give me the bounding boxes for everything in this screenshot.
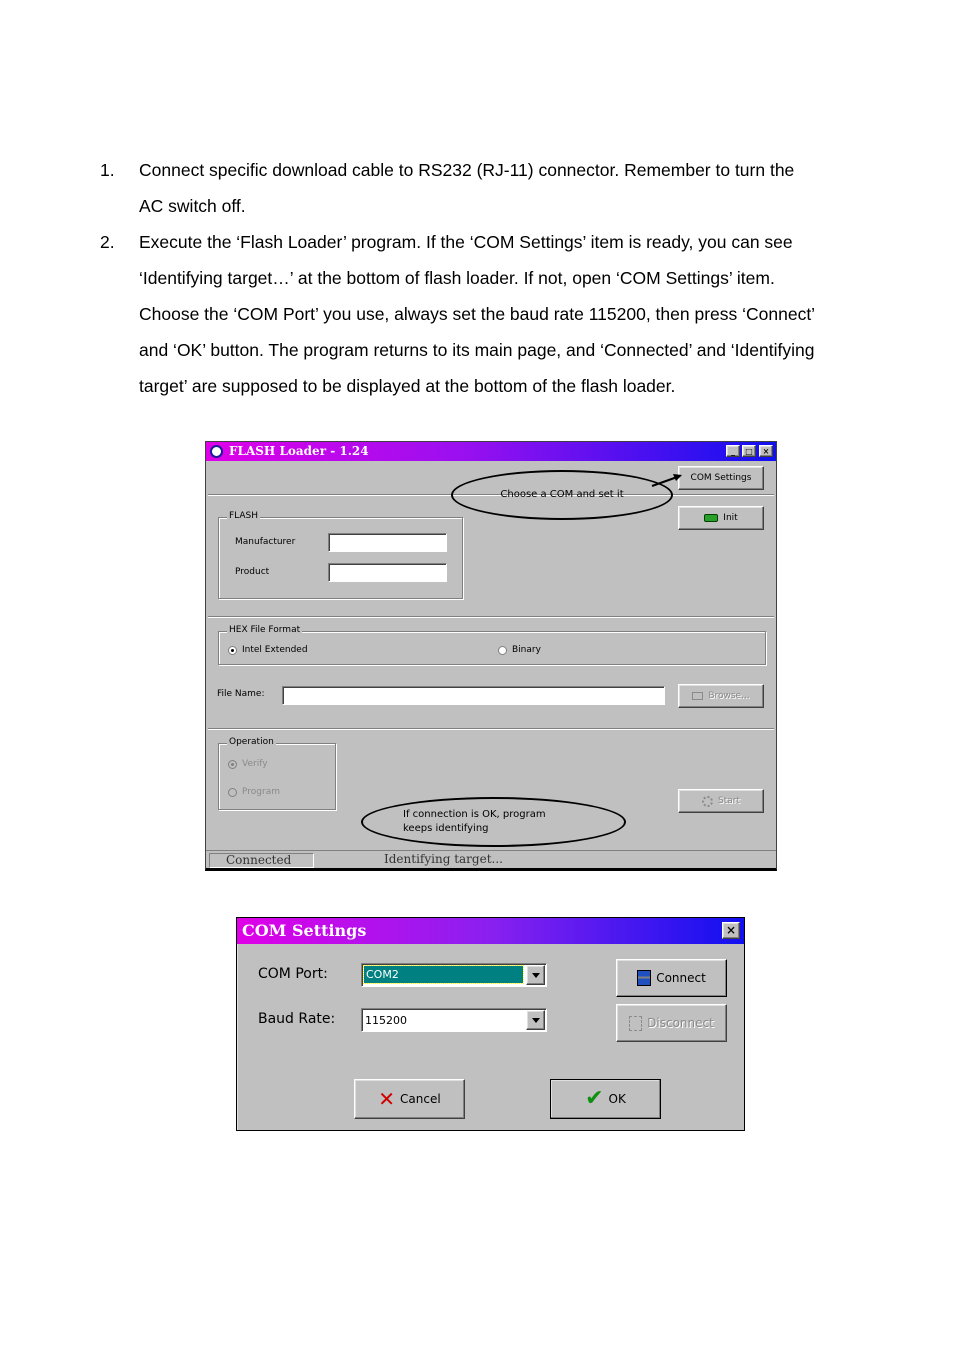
separator <box>208 616 774 618</box>
radio-binary-label: Binary <box>512 645 541 655</box>
step-number: 1. <box>100 160 115 180</box>
init-label: Init <box>723 513 738 523</box>
step-1 <box>100 152 900 224</box>
product-field[interactable] <box>328 563 447 582</box>
start-button[interactable] <box>678 789 764 813</box>
browse-label: Browse... <box>708 691 750 701</box>
operation-group <box>218 737 336 810</box>
baud-rate-value: 115200 <box>365 1014 407 1027</box>
chevron-down-icon[interactable] <box>526 965 545 985</box>
callout-line: keeps identifying <box>403 823 489 834</box>
radio-verify-label: Verify <box>242 759 268 769</box>
init-icon <box>704 514 718 522</box>
step-text-line: AC switch off. <box>139 196 246 216</box>
radio-intel-label: Intel Extended <box>242 645 308 655</box>
gear-icon <box>702 796 713 807</box>
step-text-line: target’ are supposed to be displayed at the bottom of the flash loader. <box>139 376 676 396</box>
radio-intel-extended[interactable] <box>228 645 308 655</box>
connect-icon <box>637 970 651 986</box>
status-identifying: Identifying target... <box>384 852 503 866</box>
callout-line: If connection is OK, program <box>403 809 546 820</box>
hex-format-group <box>218 625 766 665</box>
status-connected: Connected <box>226 853 292 867</box>
cancel-label: Cancel <box>400 1092 441 1106</box>
step-text-line: ‘Identifying target…’ at the bottom of flash loader. If not, open ‘COM Settings’ item. <box>139 268 775 288</box>
instruction-list <box>100 152 900 404</box>
com-port-value: COM2 <box>364 966 523 983</box>
checkmark-icon: ✔ <box>585 1086 604 1111</box>
cancel-button[interactable] <box>354 1079 465 1119</box>
product-label: Product <box>235 567 270 577</box>
com-settings-button[interactable] <box>678 466 764 490</box>
flash-loader-window <box>205 441 777 871</box>
step-text-line: Choose the ‘COM Port’ you use, always set the baud rate 115200, then press ‘Connect’ <box>139 304 816 324</box>
flash-group-label: FLASH <box>229 511 259 521</box>
radio-dot <box>228 788 237 797</box>
radio-binary[interactable] <box>498 645 541 655</box>
com-port-label: COM Port: <box>258 966 328 982</box>
disconnect-button[interactable] <box>616 1004 727 1042</box>
radio-verify[interactable] <box>228 759 268 769</box>
file-name-label: File Name: <box>217 689 265 699</box>
com-settings-label: COM Settings <box>690 473 752 483</box>
disconnect-icon <box>629 1016 642 1031</box>
app-icon <box>210 445 223 458</box>
close-icon[interactable]: × <box>759 445 773 457</box>
step-text-line: Connect specific download cable to RS232 (RJ-11) connector. Remember to turn the <box>139 160 795 180</box>
ok-button[interactable] <box>550 1079 661 1119</box>
radio-dot <box>228 646 237 655</box>
flash-loader-titlebar <box>206 442 776 461</box>
callout-identifying <box>361 797 626 847</box>
step-text-line: Execute the ‘Flash Loader’ program. If the ‘COM Settings’ item is ready, you can see <box>139 232 793 252</box>
step-2 <box>100 224 900 404</box>
connect-label: Connect <box>656 971 706 985</box>
com-settings-titlebar <box>237 918 744 944</box>
minimize-icon[interactable]: _ <box>726 445 740 457</box>
chevron-down-icon[interactable] <box>526 1010 545 1030</box>
step-text-line: and ‘OK’ button. The program returns to its main page, and ‘Connected’ and ‘Identifying <box>139 340 815 360</box>
manufacturer-label: Manufacturer <box>235 537 296 547</box>
dialog-title: COM Settings <box>242 921 367 940</box>
radio-program-label: Program <box>242 787 280 797</box>
com-settings-dialog <box>236 917 745 1131</box>
radio-program[interactable] <box>228 787 280 797</box>
status-pane-connection <box>209 853 314 868</box>
ok-label: OK <box>608 1092 626 1106</box>
folder-icon <box>692 692 703 700</box>
init-button[interactable] <box>678 506 764 530</box>
callout-choose-com <box>451 470 673 520</box>
maximize-icon[interactable]: □ <box>742 445 756 457</box>
file-name-field[interactable] <box>282 686 665 705</box>
cancel-icon: ✕ <box>378 1087 396 1111</box>
window-title: FLASH Loader - 1.24 <box>229 444 369 458</box>
callout-choose-com-text: Choose a COM and set it <box>500 489 624 500</box>
step-number: 2. <box>100 232 115 252</box>
start-label: Start <box>718 796 740 806</box>
disconnect-label: Disconnect <box>647 1016 714 1030</box>
hex-format-group-label: HEX File Format <box>229 625 301 635</box>
com-port-select[interactable] <box>361 963 547 987</box>
operation-group-label: Operation <box>229 737 274 747</box>
separator <box>208 728 774 730</box>
baud-rate-label: Baud Rate: <box>258 1011 336 1027</box>
status-bar <box>206 850 776 869</box>
close-icon[interactable]: × <box>722 922 740 939</box>
browse-button[interactable] <box>678 684 764 708</box>
callout-arrow-icon <box>650 470 684 490</box>
radio-dot <box>228 760 237 769</box>
flash-group <box>218 511 463 599</box>
baud-rate-select[interactable] <box>361 1008 547 1032</box>
manufacturer-field[interactable] <box>328 533 447 552</box>
callout-identifying-text <box>403 808 546 836</box>
radio-dot <box>498 646 507 655</box>
connect-button[interactable] <box>616 959 727 997</box>
